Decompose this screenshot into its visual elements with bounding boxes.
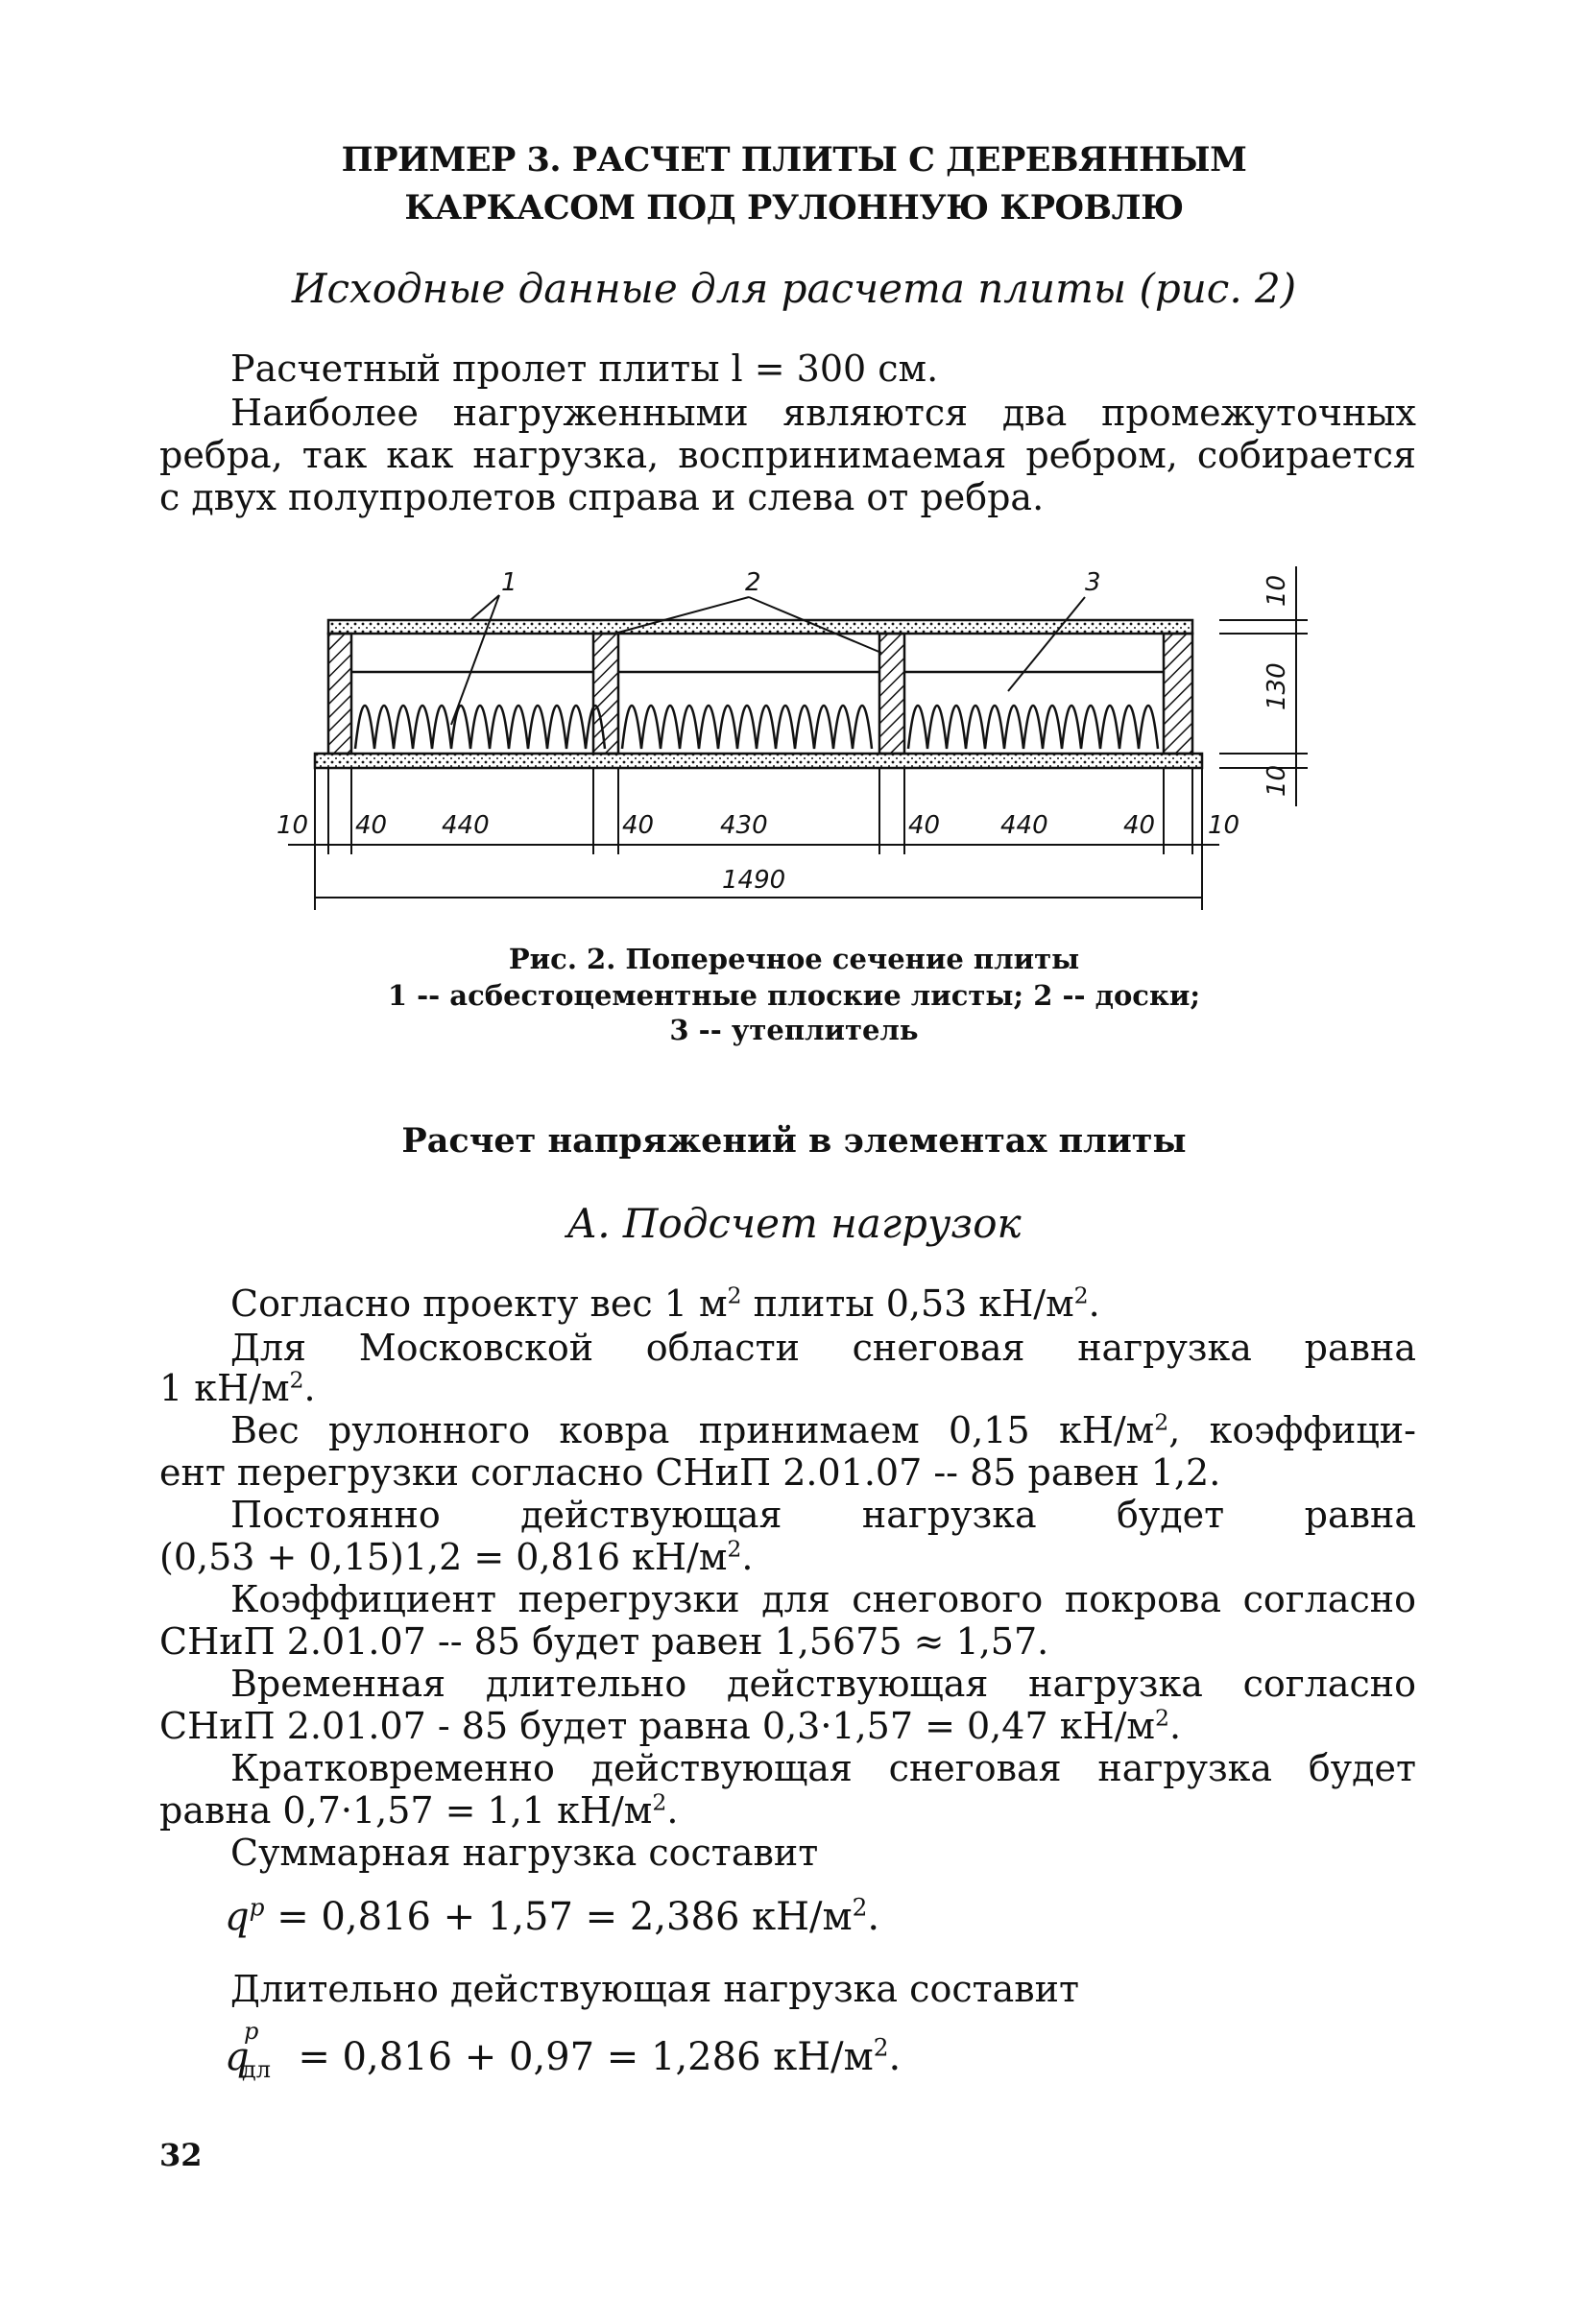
body-line: Постоянно действующая нагрузка будет равна	[230, 1494, 1416, 1536]
dim-440: 440	[442, 811, 490, 840]
heading-line-1: ПРИМЕР 3. РАСЧЕТ ПЛИТЫ С ДЕРЕВЯННЫМ	[341, 140, 1247, 180]
dim-40: 40	[622, 811, 655, 840]
dim-440: 440	[1000, 811, 1048, 840]
body-line: ент перегрузки согласно СНиП 2.01.07 -- 85 равен 1,2.	[159, 1451, 1221, 1494]
dim-430: 430	[720, 811, 768, 840]
paragraph-line: ребра, так как нагрузка, воспринимаемая ребром, собирается	[159, 434, 1416, 476]
timber-rib	[593, 634, 618, 754]
callout-3: 3	[1085, 568, 1101, 597]
body-line: Коэффициент перегрузки для снегового покрова согласно	[230, 1578, 1416, 1620]
figure-caption-line-3: 3 -- утеплитель	[669, 1014, 919, 1046]
timber-rib	[879, 634, 904, 754]
dim-130: 130	[1263, 662, 1291, 710]
body-line: Для Московской области снеговая нагрузка равна	[230, 1327, 1416, 1369]
body-line: (0,53 + 0,15)1,2 = 0,816 $кН/м^2$.	[159, 1535, 754, 1578]
top-asbestos-sheet	[328, 620, 1192, 634]
dim-40: 40	[355, 811, 388, 840]
callout-2: 2	[745, 568, 761, 597]
insulation	[355, 706, 1158, 749]
figure-caption-line-2: 1 -- асбестоцементные плоские листы; 2 -- доски;	[387, 979, 1201, 1012]
dim-10-top: 10	[1263, 574, 1291, 607]
span-paragraph: Расчетный пролет плиты l = 300 см.	[230, 347, 939, 390]
body-line: Согласно проекту вес 1 $м^2$ плиты 0,53 $кН/м^2$.	[230, 1282, 1100, 1325]
dim-total: 1490	[722, 866, 786, 895]
body-line: Временная длительно действующая нагрузка согласно	[230, 1663, 1416, 1705]
subsection-title: А. Подсчет нагрузок	[566, 1200, 1022, 1247]
body-line: СНиП 2.01.07 -- 85 будет равен 1,5675 ≈ 1,57.	[159, 1620, 1049, 1663]
body-line: Кратковременно действующая снеговая нагрузка будет	[230, 1747, 1416, 1789]
formula-total-load: $q^p = 0,816 + 1,57 = 2,386$ $кН/м^2$.	[225, 1893, 880, 1939]
dim-40: 40	[908, 811, 941, 840]
body-line: Длительно действующая нагрузка составит	[230, 1968, 1080, 2010]
callout-leaders	[451, 595, 1085, 725]
dim-10-bottom: 10	[1263, 764, 1291, 797]
timber-rib	[1164, 634, 1192, 754]
timber-rib	[328, 634, 351, 754]
bottom-asbestos-sheet	[315, 754, 1202, 768]
dim-10-left: 10	[277, 811, 309, 840]
dim-10-right: 10	[1208, 811, 1240, 840]
body-line: Суммарная нагрузка составит	[230, 1832, 819, 1874]
dim-40: 40	[1123, 811, 1156, 840]
formula-long-term-load: q p дл = 0,816 + 0,97 = 1,286 $кН/м^2$.	[225, 2018, 902, 2083]
paragraph-line: с двух полупролетов справа и слева от ребра.	[159, 476, 1045, 518]
initial-data-heading: Исходные данные для расчета плиты (рис. 2)	[291, 265, 1297, 312]
body-line: 1 $кН/м^2$.	[159, 1366, 316, 1409]
section-title: Расчет напряжений в элементах плиты	[401, 1121, 1187, 1161]
paragraph-line: Наиболее нагруженными являются два промежуточных	[230, 392, 1416, 434]
body-line: Вес рулонного ковра принимаем 0,15 $кН/м^2$, коэффици-	[230, 1408, 1416, 1451]
body-line: СНиП 2.01.07 - 85 будет равна 0,3·1,57 = 0,47 $кН/м^2$.	[159, 1704, 1182, 1747]
body-line: равна 0,7·1,57 = 1,1 $кН/м^2$.	[159, 1788, 679, 1832]
figure-caption-title: Рис. 2. Поперечное сечение плиты	[508, 943, 1080, 975]
cross-section-figure	[0, 547, 1588, 931]
heading-line-2: КАРКАСОМ ПОД РУЛОННУЮ КРОВЛЮ	[404, 188, 1184, 228]
callout-1: 1	[501, 568, 517, 597]
page-number: 32	[159, 2137, 203, 2173]
